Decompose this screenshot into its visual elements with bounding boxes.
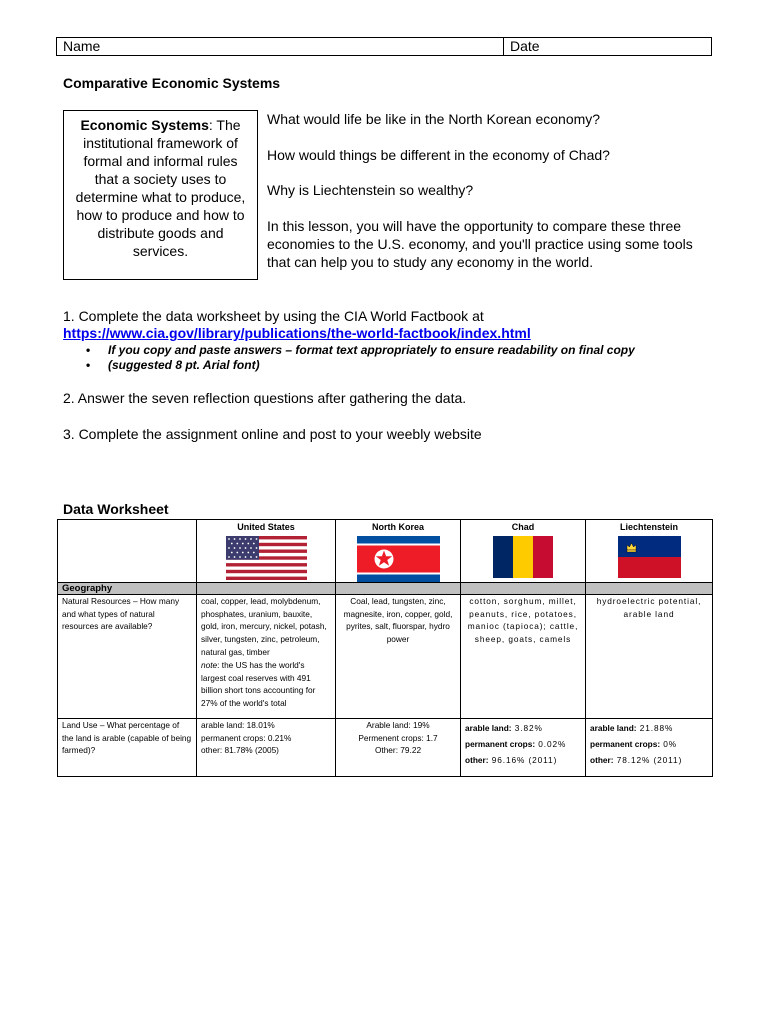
nk-permanent-crops: Permenent crops: 1.7 [358, 732, 438, 743]
definition-colon: : [208, 117, 213, 133]
definition-box [63, 110, 258, 280]
empty-header-cell [58, 520, 197, 583]
table-row-land-use [58, 718, 713, 776]
us-note-text: : the US has the world's largest coal reserves with 491 billion short tons accounting for 27% of the world's total [201, 659, 316, 709]
us-resources-text: coal, copper, lead, molybdenum, phosphates, uranium, bauxite, gold, iron, mercury, nickel, potash, silver, tungsten, zinc, petroleum, natural gas, timber [201, 595, 327, 657]
us-flag-icon [226, 536, 307, 580]
bullet-font-suggestion [88, 358, 260, 373]
chad-arable: arable land: 3.82% [465, 722, 543, 733]
us-arable: arable land: 18.01% [201, 719, 275, 730]
nk-arable: Arable land: 19% [366, 719, 430, 730]
cell-us-land-use[interactable] [197, 718, 336, 776]
cell-us-natural-resources[interactable] [197, 594, 336, 718]
us-other: other: 81.78% (2005) [201, 745, 279, 756]
liechtenstein-flag-icon [618, 536, 681, 578]
page-title: Comparative Economic Systems [63, 75, 281, 91]
cell-chad-natural-resources[interactable]: cotton, sorghum, millet, peanuts, rice, potatoes, manioc (tapioca); cattle, sheep, goats, camels [461, 594, 586, 718]
section-row-geography [58, 582, 713, 594]
us-permanent-crops: permanent crops: 0.21% [201, 732, 292, 743]
definition-text: The institutional framework of formal and informal rules that a society uses to determine what to produce, how to produce and how to distribute goods and services. [75, 117, 246, 259]
column-header-chad [461, 520, 586, 583]
cell-li-natural-resources[interactable]: hydroelectric potential, arable land [586, 594, 713, 718]
row-label-land-use: Land Use – What percentage of the land is arable (capable of being farmed)? [58, 718, 197, 776]
step-1: 1. Complete the data worksheet by using the CIA World Factbook at [63, 308, 484, 324]
north-korea-flag-icon [357, 536, 440, 582]
cell-nk-natural-resources[interactable]: Coal, lead, tungsten, zinc, magnesite, iron, copper, gold, pyrites, salt, fluorspar, hydro power [336, 594, 461, 718]
column-label-chad: Chad [511, 522, 535, 532]
question-liechtenstein: Why is Liechtenstein so wealthy? [267, 182, 474, 198]
step-3: 3. Complete the assignment online and post to your weebly website [63, 426, 482, 442]
column-header-liechtenstein [586, 520, 713, 583]
cell-li-land-use[interactable] [586, 718, 713, 776]
li-arable: arable land: 21.88% [590, 722, 674, 733]
question-north-korea: What would life be like in the North Korean economy? [267, 111, 601, 127]
cell-chad-land-use[interactable] [461, 718, 586, 776]
li-other: other: 78.12% (2011) [590, 754, 683, 765]
data-worksheet-table [57, 519, 713, 777]
intro-paragraph: In this lesson, you will have the opportunity to compare these three economies to the U.S. economy, and you'll practice using some tools that can help you to study any economy in the world. [267, 218, 693, 270]
us-note-label: note [201, 659, 218, 670]
bullet-font-suggestion-text: (suggested 8 pt. Arial font) [108, 358, 260, 372]
bullet-copy-paste-text: If you copy and paste answers – format text appropriately to ensure readability on final copy [108, 343, 635, 357]
bullet-copy-paste [88, 343, 635, 358]
li-permanent-crops: permanent crops: 0% [590, 738, 678, 749]
column-header-north-korea [336, 520, 461, 583]
chad-flag-icon [493, 536, 553, 578]
table-row-natural-resources [58, 594, 713, 718]
table-header-row [58, 520, 713, 583]
chad-permanent-crops: permanent crops: 0.02% [465, 738, 567, 749]
worksheet-heading: Data Worksheet [63, 501, 169, 517]
nk-other: Other: 79.22 [374, 745, 422, 756]
question-chad: How would things be different in the economy of Chad? [267, 147, 610, 163]
column-header-united-states [197, 520, 336, 583]
column-label-north-korea: North Korea [371, 522, 424, 532]
chad-other: other: 96.16% (2011) [465, 754, 558, 765]
row-label-natural-resources: Natural Resources – How many and what types of natural resources are available? [58, 594, 197, 718]
column-label-united-states: United States [237, 522, 295, 532]
definition-term: Economic Systems [80, 117, 209, 133]
date-field[interactable]: Date [510, 38, 540, 54]
step-2: 2. Answer the seven reflection questions after gathering the data. [63, 390, 467, 406]
name-field[interactable]: Name [57, 38, 504, 55]
column-label-liechtenstein: Liechtenstein [619, 522, 678, 532]
section-label-geography: Geography [58, 582, 197, 594]
name-date-header [56, 37, 712, 56]
cell-nk-land-use[interactable] [336, 718, 461, 776]
cia-factbook-link[interactable]: https://www.cia.gov/library/publications/the-world-factbook/index.html [63, 325, 531, 341]
